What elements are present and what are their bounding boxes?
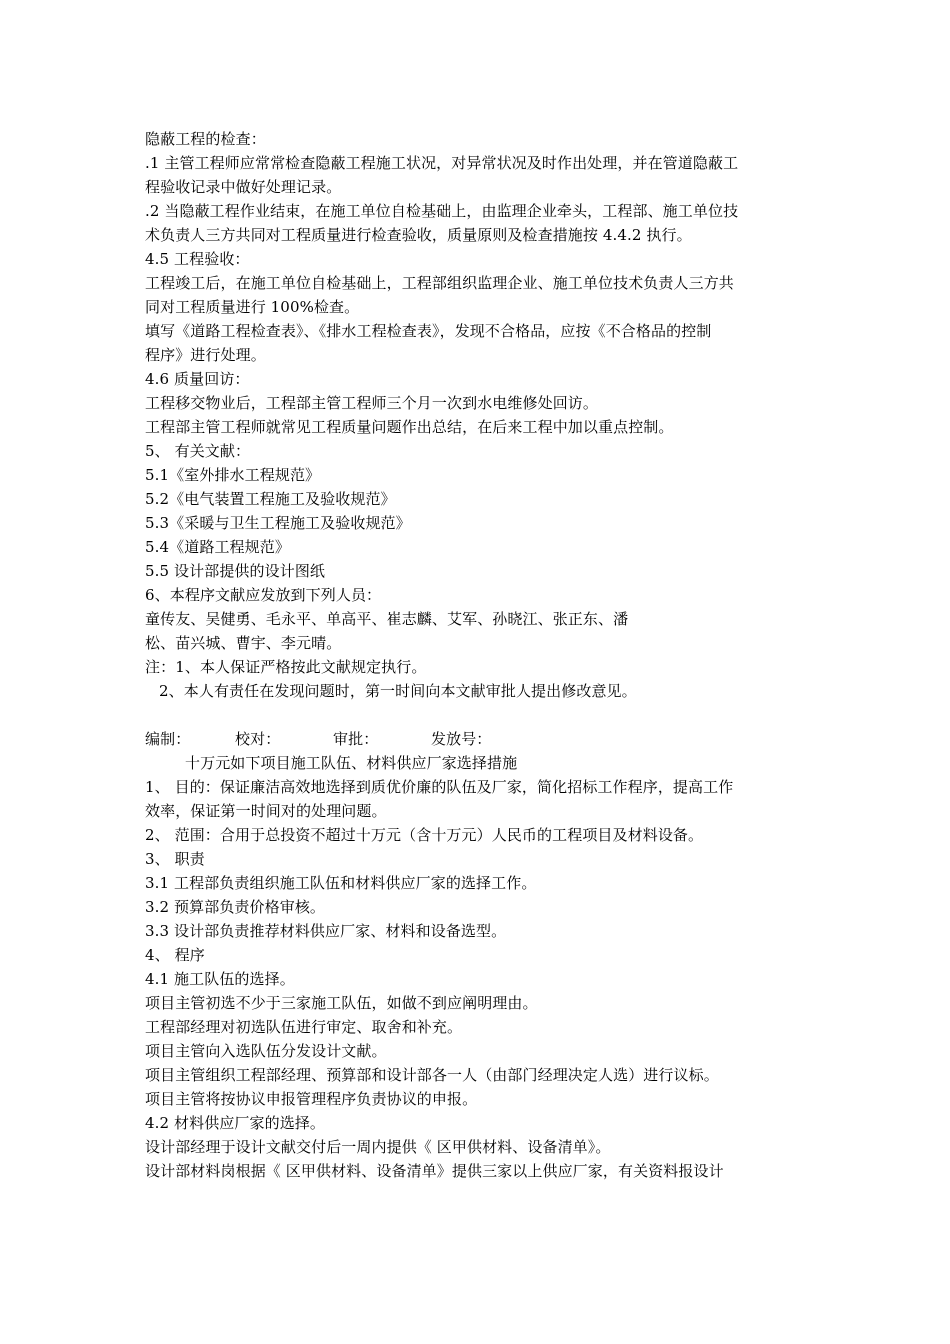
text-line: 工程移交物业后，工程部主管工程师三个月一次到水电维修处回访。 bbox=[145, 394, 599, 412]
text-line: 3.1 工程部负责组织施工队伍和材料供应厂家的选择工作。 bbox=[145, 874, 537, 892]
text-line: 程验收记录中做好处理记录。 bbox=[145, 178, 342, 196]
distribution-list: 童传友、吴健勇、毛永平、单高平、崔志麟、艾军、孙晓江、张正东、潘 bbox=[145, 610, 629, 628]
heading-3: 3、 职责 bbox=[145, 850, 205, 868]
reference-item: 5.2《电气装置工程施工及验收规范》 bbox=[145, 490, 396, 508]
distribution-list: 松、苗兴城、曹宇、李元晴。 bbox=[145, 634, 342, 652]
text-line: 1、 目的：保证廉洁高效地选择到质优价廉的队伍及厂家，简化招标工作程序，提高工作 bbox=[145, 778, 734, 796]
text-line: 项目主管初选不少于三家施工队伍，如做不到应阐明理由。 bbox=[145, 994, 538, 1012]
reference-item: 5.1《室外排水工程规范》 bbox=[145, 466, 321, 484]
text-line: 程序》进行处理。 bbox=[145, 346, 266, 364]
text-line: 项目主管向入选队伍分发设计文献。 bbox=[145, 1042, 387, 1060]
text-line: 3.2 预算部负责价格审核。 bbox=[145, 898, 326, 916]
text-line: 效率，保证第一时间对的处理问题。 bbox=[145, 802, 387, 820]
note-line: 2、本人有责任在发现问题时，第一时间向本文献审批人提出修改意见。 bbox=[159, 682, 637, 700]
heading-4: 4、 程序 bbox=[145, 946, 205, 964]
heading-4-5: 4.5 工程验收： bbox=[145, 250, 250, 268]
text-line: 项目主管组织工程部经理、预算部和设计部各一人（由部门经理决定人选）进行议标。 bbox=[145, 1066, 719, 1084]
text-line: 工程部主管工程师就常见工程质量问题作出总结，在后来工程中加以重点控制。 bbox=[145, 418, 674, 436]
text-line: 工程部经理对初选队伍进行审定、取舍和补充。 bbox=[145, 1018, 463, 1036]
text-line: 同对工程质量进行 100%检查。 bbox=[145, 298, 360, 316]
signature-row bbox=[145, 727, 809, 751]
text-line: 设计部材料岗根据《 区甲供材料、设备清单》提供三家以上供应厂家，有关资料报设计 bbox=[145, 1162, 724, 1180]
heading-4-2: 4.2 材料供应厂家的选择。 bbox=[145, 1114, 326, 1132]
text-line: .1 主管工程师应常常检查隐蔽工程施工状况，对异常状况及时作出处理，并在管道隐蔽工 bbox=[145, 154, 739, 172]
heading-5: 5、 有关文献： bbox=[145, 442, 251, 460]
reference-item: 5.3《采暖与卫生工程施工及验收规范》 bbox=[145, 514, 411, 532]
text-line: 工程竣工后，在施工单位自检基础上，工程部组织监理企业、施工单位技术负责人三方共 bbox=[145, 274, 734, 292]
blank-line bbox=[145, 703, 809, 727]
text-line: 设计部经理于设计文献交付后一周内提供《 区甲供材料、设备清单》。 bbox=[145, 1138, 611, 1156]
note-line: 注：1、本人保证严格按此文献规定执行。 bbox=[145, 658, 427, 676]
approved-label: 审批： bbox=[333, 730, 379, 748]
text-line: .2 当隐蔽工程作业结束，在施工单位自检基础上，由监理企业牵头，工程部、施工单位技 bbox=[145, 202, 739, 220]
text-line: 2、 范围：合用于总投资不超过十万元（含十万元）人民币的工程项目及材料设备。 bbox=[145, 826, 704, 844]
heading-4-6: 4.6 质量回访： bbox=[145, 370, 250, 388]
prepared-label: 编制： bbox=[145, 730, 191, 748]
checked-label: 校对： bbox=[235, 730, 281, 748]
document-body bbox=[145, 127, 809, 1183]
text-line: 隐蔽工程的检查： bbox=[145, 130, 266, 148]
reference-item: 5.5 设计部提供的设计图纸 bbox=[145, 562, 326, 580]
reference-item: 5.4《道路工程规范》 bbox=[145, 538, 290, 556]
text-line: 术负责人三方共同对工程质量进行检查验收，质量原则及检查措施按 4.4.2 执行。 bbox=[145, 226, 692, 244]
issue-number-label: 发放号： bbox=[431, 730, 492, 748]
text-line: 填写《道路工程检查表》、《排水工程检查表》，发现不合格品，应按《不合格品的控制 bbox=[145, 322, 712, 340]
heading-6: 6、本程序文献应发放到下列人员： bbox=[145, 586, 382, 604]
section-title: 十万元如下项目施工队伍、材料供应厂家选择措施 bbox=[185, 754, 518, 772]
text-line: 项目主管将按协议申报管理程序负责协议的申报。 bbox=[145, 1090, 478, 1108]
text-line: 3.3 设计部负责推荐材料供应厂家、材料和设备选型。 bbox=[145, 922, 507, 940]
heading-4-1: 4.1 施工队伍的选择。 bbox=[145, 970, 295, 988]
